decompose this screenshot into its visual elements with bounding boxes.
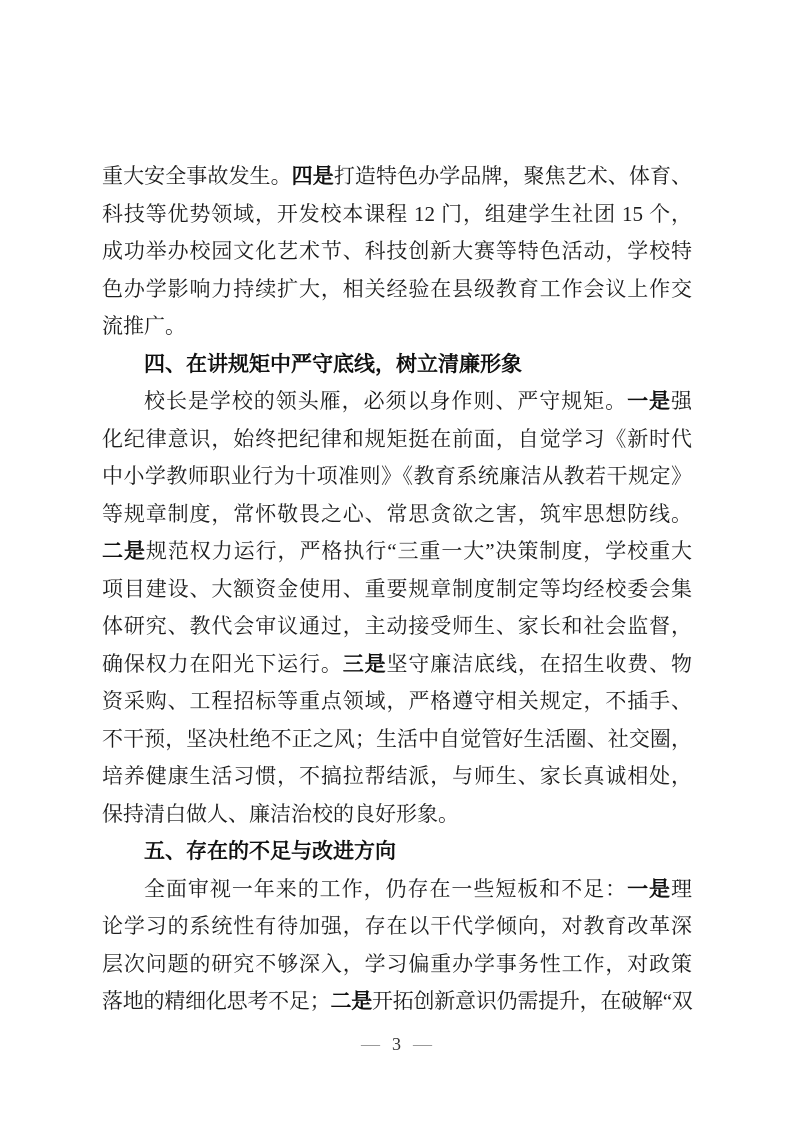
body-text: 资采购、工程招标等重点领域，严格遵守相关规定，不插手、	[102, 689, 692, 713]
body-text: 科技等优势领域，开发校本课程 12 门，组建学生社团 15 个，	[102, 201, 692, 226]
page-footer	[0, 1031, 793, 1058]
body-text: 打造特色办学品牌，聚焦艺术、体育、	[333, 164, 693, 188]
body-text: 体研究、教代会审议通过，主动接受师生、家长和社会监督，	[102, 614, 692, 638]
body-text: 强	[671, 389, 693, 413]
text-line	[102, 383, 692, 421]
body-text: 培养健康生活习惯，不搞拉帮结派，与师生、家长真诚相处，	[102, 764, 692, 788]
page-number: 3	[392, 1034, 401, 1054]
bold-text: 一是	[627, 876, 672, 901]
bold-text: 二是	[329, 989, 372, 1013]
body-text: 重大安全事故发生。	[102, 164, 292, 188]
body-text: 不干预，坚决杜绝不正之风；生活中自觉管好生活圈、社交圈，	[102, 726, 692, 751]
text-line	[102, 758, 692, 796]
body-text: 坚守廉洁底线，在招生收费、物	[386, 651, 693, 676]
text-line	[102, 421, 692, 459]
footer-dash-left: —	[361, 1034, 380, 1055]
body-text: 层次问题的研究不够深入，学习偏重办学事务性工作，对政策	[102, 951, 692, 976]
body-text: 校长是学校的领头雁，必须以身作则、严守规矩。	[144, 389, 628, 413]
body-text: 流推广。	[102, 314, 186, 338]
body-text: 项目建设、大额资金使用、重要规章制度制定等均经校委会集	[102, 576, 692, 601]
text-line	[102, 308, 692, 346]
section-heading	[102, 346, 692, 384]
bold-text: 一是	[627, 389, 672, 413]
text-line	[102, 908, 692, 946]
body-text: 理	[671, 876, 693, 901]
section-heading	[102, 833, 692, 871]
text-line	[102, 646, 692, 684]
text-line	[102, 496, 692, 534]
footer-dash-right: —	[413, 1034, 432, 1055]
text-line	[102, 158, 692, 196]
bold-text: 四是	[291, 164, 334, 188]
body-text: 化纪律意识，始终把纪律和规矩挺在前面，自觉学习《新时代	[102, 426, 692, 451]
bold-text: 三是	[342, 651, 387, 676]
text-line	[102, 871, 692, 909]
text-line	[102, 683, 692, 721]
bold-text: 四、在讲规矩中严守底线，树立清廉形象	[144, 351, 522, 376]
body-text: 中小学教师职业行为十项准则》《教育系统廉洁从教若干规定》	[102, 464, 692, 488]
text-line	[102, 196, 692, 234]
text-line	[102, 533, 692, 571]
body-text: 色办学影响力持续扩大，相关经验在县级教育工作会议上作交	[102, 276, 692, 301]
text-line	[102, 946, 692, 984]
bold-text: 五、存在的不足与改进方向	[144, 839, 396, 863]
text-line	[102, 608, 692, 646]
text-line	[102, 458, 692, 496]
body-text: 成功举办校园文化艺术节、科技创新大赛等特色活动，学校特	[102, 239, 692, 263]
text-line	[102, 983, 692, 1021]
body-text: 规范权力运行，严格执行“三重一大”决策制度，学校重大	[145, 539, 693, 563]
text-line	[102, 796, 692, 834]
text-line	[102, 233, 692, 271]
text-line	[102, 571, 692, 609]
body-text: 落地的精细化思考不足；	[102, 989, 330, 1013]
body-text: 等规章制度，常怀敬畏之心、常思贪欲之害，筑牢思想防线。	[102, 501, 692, 526]
bold-text: 二是	[102, 539, 146, 563]
body-text: 保持清白做人、廉洁治校的良好形象。	[102, 801, 459, 826]
text-line	[102, 271, 692, 309]
body-text: 论学习的系统性有待加强，存在以干代学倾向，对教育改革深	[102, 914, 692, 938]
document-body	[102, 158, 692, 1021]
text-line	[102, 721, 692, 759]
body-text: 确保权力在阳光下运行。	[102, 651, 343, 676]
body-text: 全面审视一年来的工作，仍存在一些短板和不足：	[144, 876, 628, 901]
body-text: 开拓创新意识仍需提升，在破解“双	[371, 989, 693, 1013]
